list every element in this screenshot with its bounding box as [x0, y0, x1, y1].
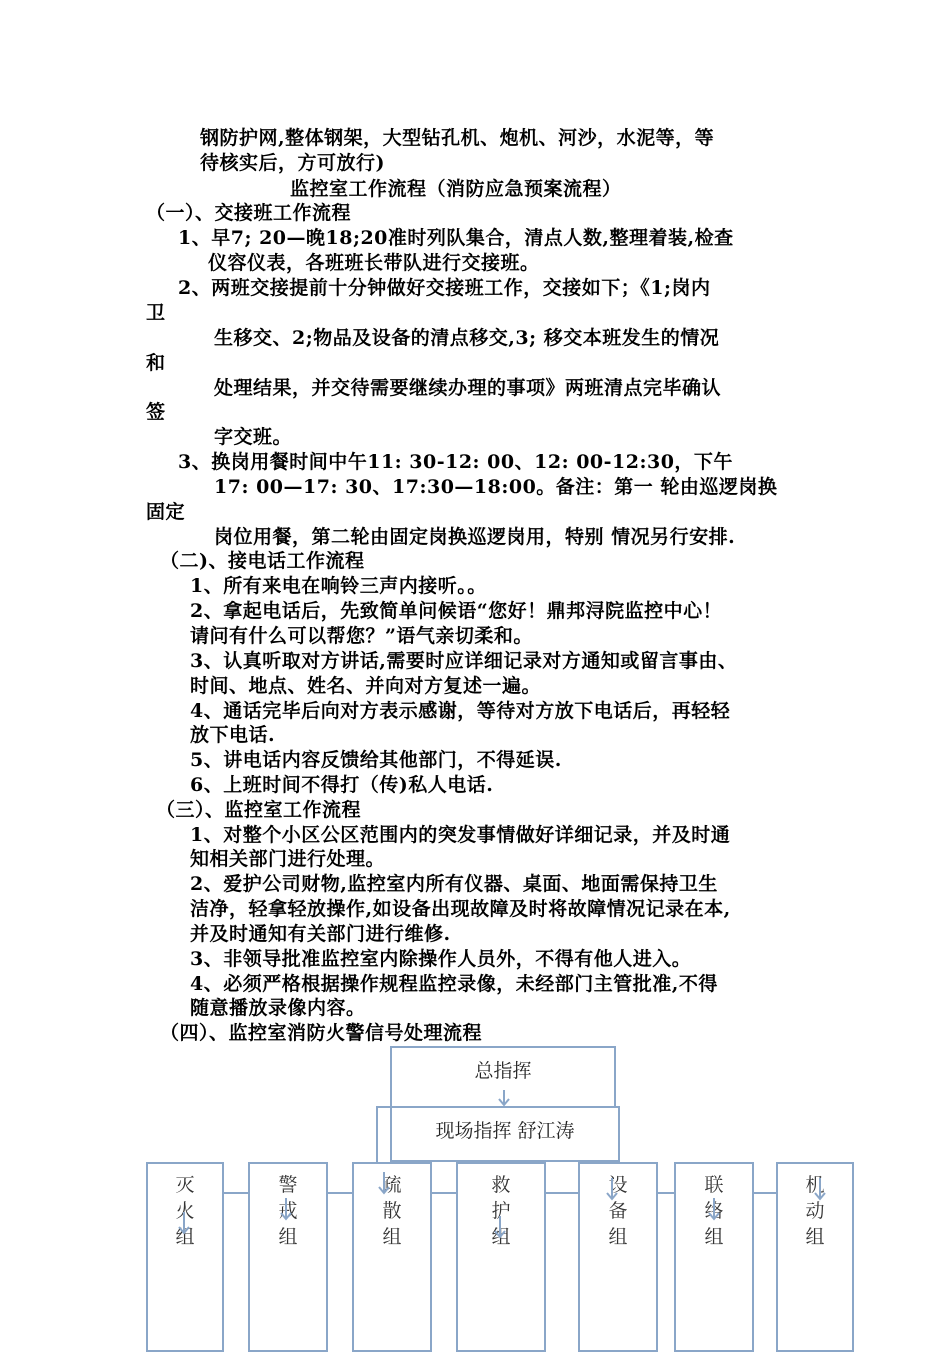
- group-label-text: 设 备 组: [608, 1174, 628, 1248]
- text-line: 1、对整个小区公区范围内的突发事情做好详细记录，并及时通: [190, 824, 731, 846]
- connector-line: [430, 1192, 458, 1194]
- text-line: 签: [146, 401, 166, 423]
- text-line: 钢防护网,整体钢架，大型钻孔机、炮机、河沙，水泥等，等: [200, 127, 715, 149]
- text-line: 4、必须严格根据操作规程监控录像，未经部门主管批准,不得: [190, 973, 718, 995]
- group-label-text: 警 戒 组: [278, 1174, 298, 1248]
- group-label-text: 疏 散 组: [382, 1174, 402, 1248]
- text-line: 仪容仪表，各班班长带队进行交接班。: [208, 252, 540, 274]
- text-line: 生移交、2;物品及设备的清点移交,3; 移交本班发生的情况: [214, 327, 720, 349]
- text-line: 并及时通知有关部门进行维修.: [190, 923, 451, 945]
- text-line: 处理结果，并交待需要继续办理的事项》两班清点完毕确认: [214, 377, 722, 399]
- text-line: 请问有什么可以帮您？”语气亲切柔和。: [190, 625, 533, 647]
- group-label-text: 机 动 组: [805, 1174, 825, 1248]
- text-line: 待核实后，方可放行): [200, 152, 385, 174]
- text-line: 5、讲电话内容反馈给其他部门，不得延误.: [190, 749, 562, 771]
- commander-label: 总指挥: [474, 1060, 532, 1082]
- connector-line: [376, 1106, 392, 1108]
- section-heading: （四）、监控室消防火警信号处理流程: [160, 1022, 483, 1044]
- text-line: 固定: [146, 501, 186, 523]
- group-label-text: 灭 火 组: [175, 1174, 195, 1248]
- section-title: 监控室工作流程（消防应急预案流程）: [290, 178, 622, 200]
- connector-line: [544, 1192, 580, 1194]
- connector-line: [656, 1192, 676, 1194]
- connector-line: [752, 1192, 778, 1194]
- section-heading: （二)、接电话工作流程: [160, 550, 365, 572]
- text-line: 2、两班交接提前十分钟做好交接班工作，交接如下；《1;岗内: [178, 277, 711, 299]
- group-label: [148, 1172, 222, 1250]
- text-line: 洁净，轻拿轻放操作,如设备出现故障及时将故障情况记录在本,: [190, 898, 731, 920]
- group-box-liaison: [674, 1162, 754, 1352]
- section-heading: （三）、监控室工作流程: [156, 799, 362, 821]
- text-line: 字交班。: [214, 426, 293, 448]
- connector-line: [222, 1192, 250, 1194]
- text-line: 17: 00—17: 30、17:30—18:00。备注：第一 轮由巡逻岗换: [214, 476, 778, 498]
- connector-line: [326, 1192, 354, 1194]
- text-line: 随意播放录像内容。: [190, 997, 366, 1019]
- text-line: 岗位用餐，第二轮由固定岗换巡逻岗用，特别 情况另行安排.: [214, 526, 736, 548]
- text-line: 和: [146, 352, 166, 374]
- text-line: 1、所有来电在响铃三声内接听。。: [190, 575, 487, 597]
- text-line: 1、早7; 20—晚18;20准时列队集合，清点人数,整理着装,检查: [178, 227, 734, 249]
- text-line: 时间、地点、姓名、并向对方复述一遍。: [190, 675, 542, 697]
- group-box-evacuation: [352, 1162, 432, 1352]
- text-line: 放下电话.: [190, 724, 276, 746]
- text-line: 3、认真听取对方讲话,需要时应详细记录对方通知或留言事由、: [190, 650, 738, 672]
- group-box-security: [248, 1162, 328, 1352]
- text-line: 2、爱护公司财物,监控室内所有仪器、桌面、地面需保持卫生: [190, 873, 718, 895]
- group-label-text: 救 护 组: [491, 1174, 511, 1248]
- text-line: 6、上班时间不得打（传)私人电话.: [190, 774, 494, 796]
- text-line: 3、换岗用餐时间中午11: 30-12: 00、12: 00-12:30，下午: [178, 451, 733, 473]
- site-commander-label: 现场指挥 舒江涛: [435, 1120, 575, 1142]
- group-label: [354, 1172, 430, 1250]
- site-commander-box: [390, 1106, 620, 1162]
- group-box-rescue: [456, 1162, 546, 1352]
- group-box-fire-fighting: [146, 1162, 224, 1352]
- group-label-text: 联 络 组: [704, 1174, 724, 1248]
- text-line: 3、非领导批准监控室内除操作人员外，不得有他人进入。: [190, 948, 692, 970]
- text-line: 知相关部门进行处理。: [190, 848, 386, 870]
- connector-line: [376, 1106, 378, 1162]
- text-line: 4、通话完毕后向对方表示感谢，等待对方放下电话后，再轻轻: [190, 700, 731, 722]
- text-line: 2、拿起电话后，先致简单问候语“您好！鼎邦浔院监控中心！: [190, 600, 723, 622]
- text-line: 卫: [146, 302, 166, 324]
- section-heading: （一）、交接班工作流程: [146, 202, 352, 224]
